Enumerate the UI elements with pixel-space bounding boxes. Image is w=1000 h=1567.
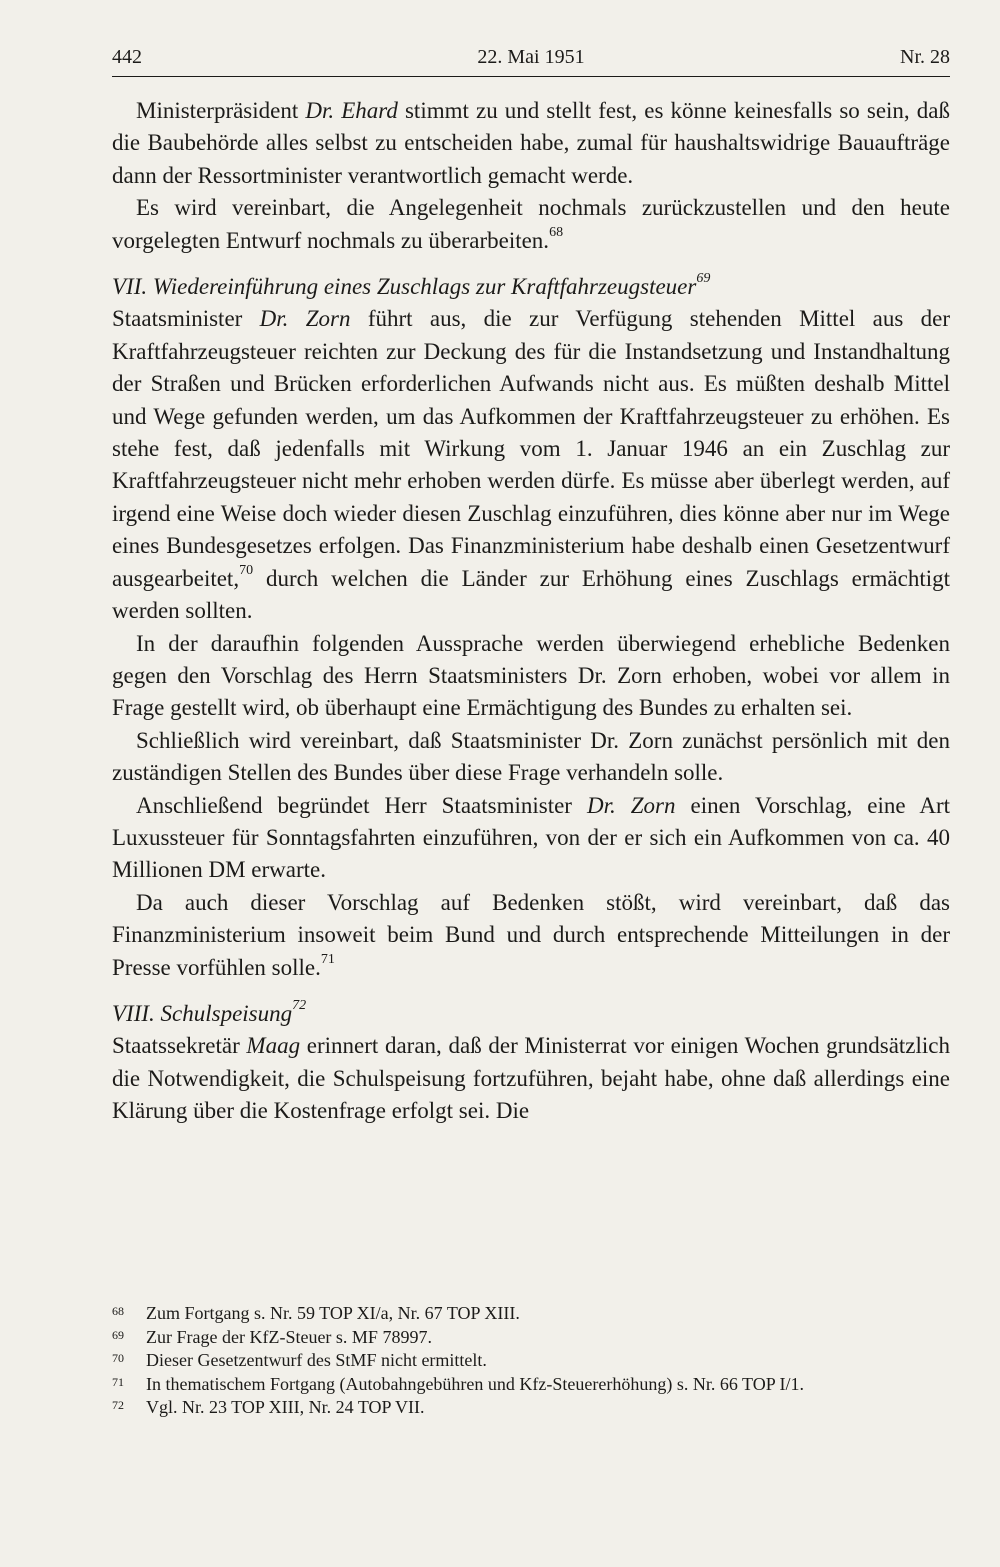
- heading-text: VII. Wiedereinführung eines Zuschlags zur Kraftfahrzeugsteuer: [112, 274, 697, 300]
- paragraph-text: Da auch dieser Vorschlag auf Bedenken stößt, wird vereinbart, daß das Finanzministerium insoweit beim Bund und durch entsprechende Mitteilungen in der Presse vorfühlen solle.: [112, 889, 950, 980]
- header-issue-number: Nr. 28: [900, 46, 950, 68]
- running-head: [112, 40, 950, 74]
- person-name: Dr. Zorn: [259, 306, 351, 332]
- paragraph-text: Staatssekretär: [112, 1033, 247, 1059]
- paragraph-text: durch welchen die Länder zur Erhöhung eines Zuschlags ermächtigt werden sollten.: [112, 565, 950, 624]
- paragraph-bedenken: [112, 887, 950, 984]
- paragraph-text: Anschließend begründet Herr Staatsminister: [136, 792, 587, 818]
- section-heading-vii: [112, 271, 950, 303]
- footnote: [112, 1349, 950, 1373]
- paragraph-maag: [112, 1030, 950, 1127]
- paragraph-text: Es wird vereinbart, die Angelegenheit nochmals zurückzustellen und den heute vorgelegten Entwurf nochmals zu überarbeiten.: [112, 195, 950, 253]
- main-text: [112, 95, 950, 1128]
- footnote-text: Vgl. Nr. 23 TOP XIII, Nr. 24 TOP VII.: [146, 1397, 425, 1418]
- paragraph-text: führt aus, die zur Verfügung stehenden Mittel aus der Kraftfahrzeugsteuer reichten zur Deckung des für die Instandsetzung und Instandhaltung der Straßen und Brücken erforderlichen Aufwands nicht aus. Es müßten deshalb Mittel und Wege gefunden werden, um das Aufkommen der Kraftfahrzeugsteuer zu erhöhen. Es stehe fest, daß jedenfalls mit Wirkung vom 1. Januar 1946 an ein Zuschlag zur Kraftfahrzeugsteuer nicht mehr erhoben werden dürfe. Es müsse aber überlegt werden, auf irgend eine Weise doch wieder diesen Zuschlag einzuführen, dies könne aber nur im Wege eines Bundesgesetzes erfolgen. Das Finanzministerium habe deshalb einen Gesetzentwurf ausgearbeitet,: [112, 306, 950, 591]
- footnote-ref-68[interactable]: 68: [549, 224, 564, 240]
- paragraph-vereinbart: [112, 192, 950, 257]
- footnote-ref-72[interactable]: 72: [292, 998, 307, 1014]
- document-page: [112, 40, 950, 1540]
- footnote-number: 69: [112, 1327, 124, 1342]
- paragraph-text: einen Vorschlag, eine Art Luxussteuer für Sonntagsfahrten einzuführen, von der er sich ein Aufkommen von ca. 40 Millionen DM erwarte.: [112, 792, 950, 883]
- footnotes: [112, 1302, 950, 1420]
- paragraph-luxussteuer: [112, 790, 950, 887]
- footnote-text: In thematischem Fortgang (Autobahngebühren und Kfz-Steuererhöhung) s. Nr. 66 TOP I/1.: [146, 1373, 805, 1394]
- footnote: [112, 1302, 950, 1326]
- paragraph-ehard: [112, 95, 950, 192]
- paragraph-schliesslich: Schließlich wird vereinbart, daß Staatsminister Dr. Zorn zunächst persönlich mit den zuständigen Stellen des Bundes über diese Frage verhandeln solle.: [112, 727, 950, 786]
- person-name: Dr. Ehard: [305, 98, 398, 123]
- footnote-text: Dieser Gesetzentwurf des StMF nicht ermittelt.: [146, 1350, 487, 1371]
- footnote-number: 70: [112, 1351, 124, 1366]
- paragraph-text: Ministerpräsident: [136, 98, 306, 123]
- footnote: [112, 1396, 950, 1420]
- section-heading-viii: [112, 998, 950, 1030]
- paragraph-zorn: [112, 303, 950, 627]
- footnote-ref-70[interactable]: 70: [239, 563, 254, 579]
- person-name: Maag: [246, 1033, 301, 1059]
- paragraph-text: stimmt zu und stellt fest, es könne keinesfalls so sein, daß die Baubehörde alles selbst zu entscheiden habe, zumal für haushaltswidrige Bauaufträge dann der Ressortminister verantwortlich gemacht werde.: [112, 98, 950, 188]
- footnote-number: 72: [112, 1398, 124, 1413]
- footnote-ref-71[interactable]: 71: [320, 951, 335, 967]
- footnote-number: 68: [112, 1304, 124, 1318]
- header-rule: [112, 76, 950, 77]
- footnote-number: 71: [112, 1374, 124, 1389]
- paragraph-text: erinnert daran, daß der Ministerrat vor einigen Wochen grundsätzlich die Notwendigkeit, die Schulspeisung fortzuführen, bejaht habe, ohne daß allerdings eine Klärung über die Kostenfrage erfolgt sei. Die: [112, 1033, 950, 1124]
- page-number: 442: [112, 46, 142, 68]
- person-name: Dr. Zorn: [586, 792, 676, 818]
- footnote-text: Zum Fortgang s. Nr. 59 TOP XI/a, Nr. 67 TOP XIII.: [146, 1303, 520, 1323]
- footnote-text: Zur Frage der KfZ-Steuer s. MF 78997.: [146, 1326, 432, 1347]
- header-date: 22. Mai 1951: [477, 46, 585, 68]
- footnote: [112, 1373, 950, 1397]
- paragraph-aussprache: In der daraufhin folgenden Aussprache werden überwiegend erhebliche Bedenken gegen den Vorschlag des Herrn Staatsministers Dr. Zorn erhoben, wobei vor allem in Frage gestellt wird, ob überhaupt eine Ermächtigung des Bundes zu erhalten sei.: [112, 630, 950, 721]
- paragraph-text: Staatsminister: [112, 306, 260, 332]
- footnote-ref-69[interactable]: 69: [696, 271, 711, 287]
- heading-text: VIII. Schulspeisung: [112, 1000, 293, 1026]
- footnote: [112, 1326, 950, 1350]
